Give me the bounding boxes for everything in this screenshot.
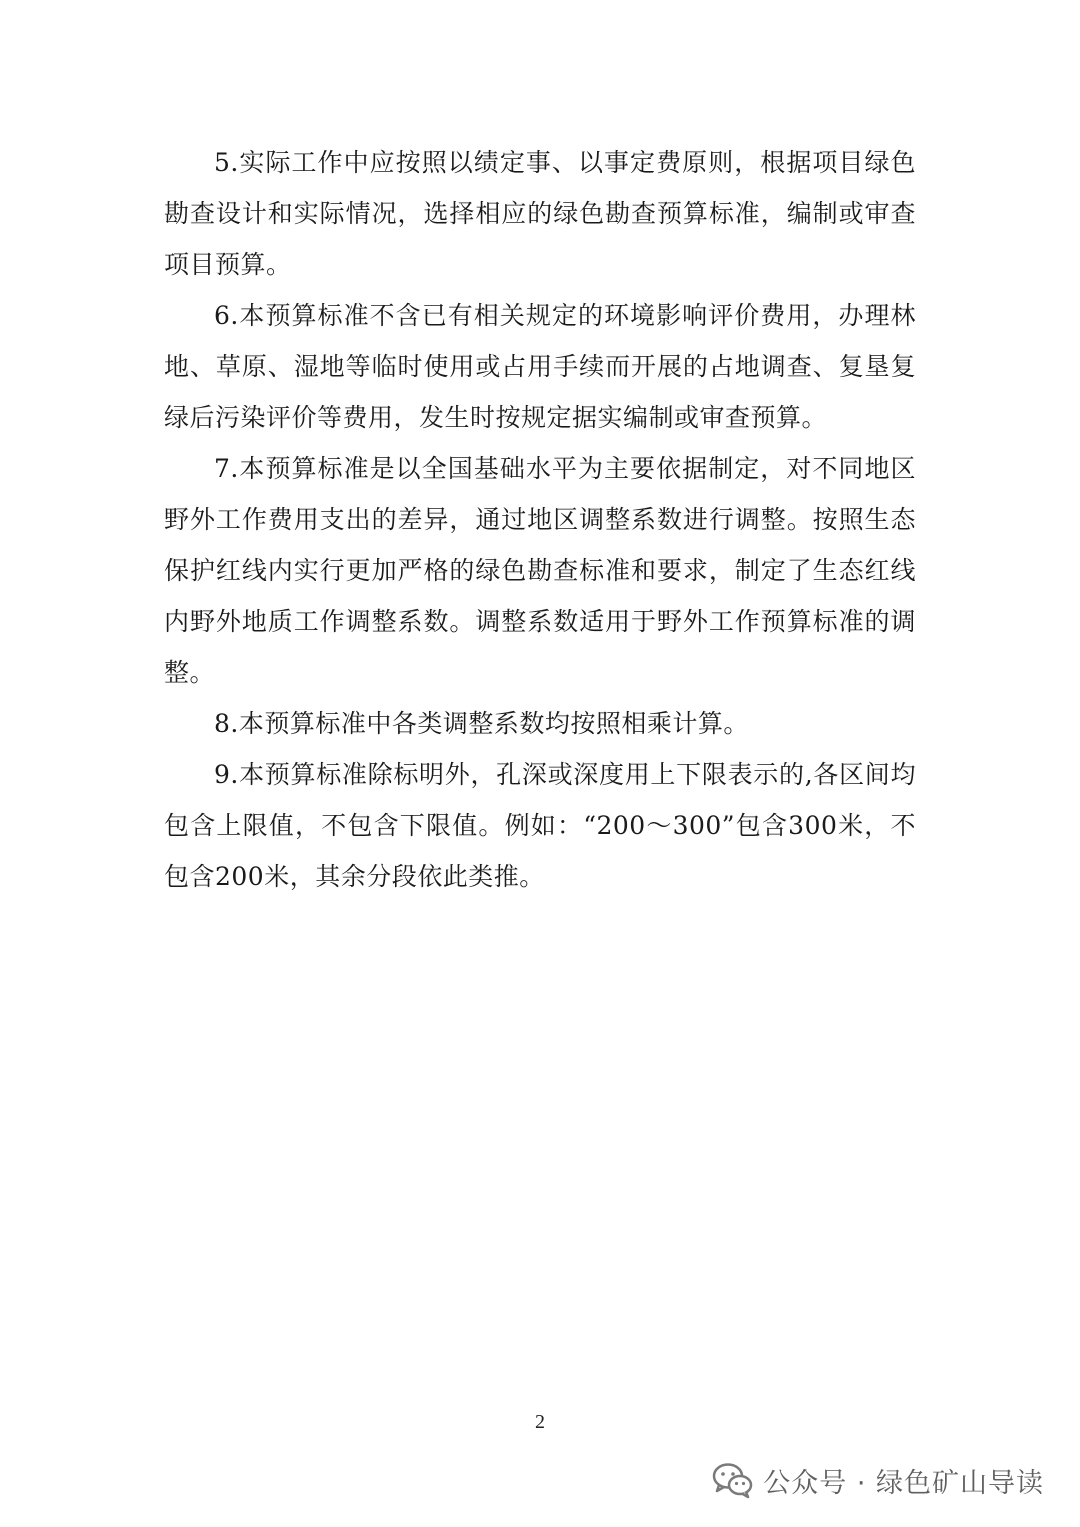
page-number: 2 — [535, 1411, 545, 1433]
paragraph-item-8: 8.本预算标准中各类调整系数均按照相乘计算。 — [214, 709, 749, 738]
paragraph-item-6: 6.本预算标准不含已有相关规定的环境影响评价费用，办理林地、草原、湿地等临时使用或占用手续而开展的占地调查、复垦复绿后污染评价等费用，发生时按规定据实编制或审查预算。 — [164, 301, 916, 432]
paragraph-item-9: 9.本预算标准除标明外，孔深或深度用上下限表示的,各区间均包含上限值，不包含下限值。例如：“200～300”包含300米，不包含200米，其余分段依此类推。 — [164, 760, 916, 891]
watermark-text: 公众号 · 绿色矿山导读 — [763, 1467, 1044, 1499]
wechat-icon — [711, 1460, 755, 1500]
wechat-watermark — [711, 1460, 1044, 1500]
document-body — [164, 137, 916, 902]
paragraph-item-5: 5.实际工作中应按照以绩定事、以事定费原则，根据项目绿色勘查设计和实际情况，选择相应的绿色勘查预算标准，编制或审查项目预算。 — [164, 148, 916, 279]
paragraph-item-7: 7.本预算标准是以全国基础水平为主要依据制定，对不同地区野外工作费用支出的差异，通过地区调整系数进行调整。按照生态保护红线内实行更加严格的绿色勘查标准和要求，制定了生态红线内野外地质工作调整系数。调整系数适用于野外工作预算标准的调整。 — [164, 454, 916, 687]
